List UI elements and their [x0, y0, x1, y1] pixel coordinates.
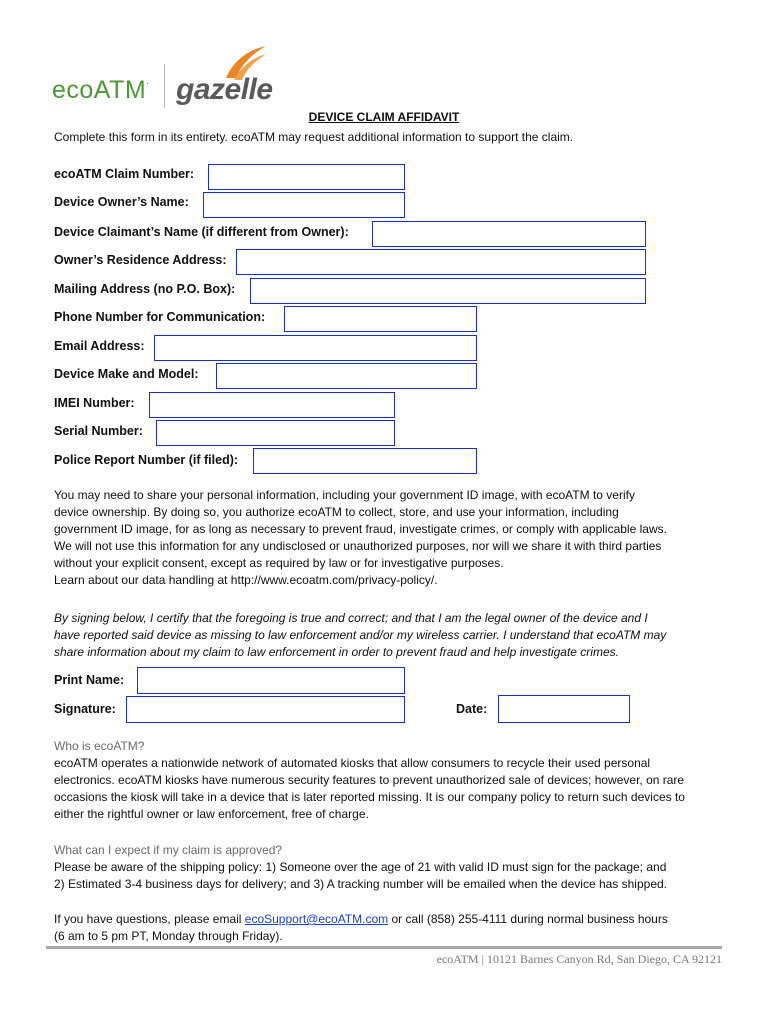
imei-number-field[interactable]: [149, 392, 395, 418]
owner-name-field[interactable]: [203, 192, 405, 218]
privacy-notice: [54, 487, 724, 589]
claimant-name-field[interactable]: [372, 221, 646, 247]
phone-number-label: Phone Number for Communication:: [54, 310, 266, 324]
date-field[interactable]: [498, 695, 630, 723]
privacy-line: device ownership. By doing so, you authorize ecoATM to collect, store, and use your information, including: [54, 505, 619, 519]
mailing-address-label: Mailing Address (no P.O. Box):: [54, 282, 236, 296]
device-make-model-label: Device Make and Model:: [54, 367, 199, 381]
approved-section: [54, 842, 724, 893]
phone-number-field[interactable]: [284, 306, 477, 332]
footer-address: ecoATM | 10121 Barnes Canyon Rd, San Diego, CA 92121: [436, 952, 722, 966]
contact-prefix: If you have questions, please email: [54, 912, 245, 926]
privacy-policy-line: Learn about our data handling at http://www.ecoatm.com/privacy-policy/.: [54, 573, 438, 587]
claim-number-field[interactable]: [208, 164, 405, 190]
imei-number-label: IMEI Number:: [54, 396, 135, 410]
police-report-field[interactable]: [253, 448, 477, 474]
residence-address-label: Owner’s Residence Address:: [54, 253, 227, 267]
privacy-line: without your explicit consent, except as required by law or for investigative purposes.: [54, 556, 504, 570]
email-address-label: Email Address:: [54, 339, 145, 353]
device-make-model-field[interactable]: [216, 363, 477, 389]
privacy-line: We will not use this information for any undisclosed or unauthorized purposes, nor will we share it with third parties: [54, 539, 662, 553]
gazelle-swoosh-icon: [222, 44, 268, 82]
print-name-label: Print Name:: [54, 673, 125, 687]
gazelle-logo: gazelle: [176, 73, 273, 106]
residence-address-field[interactable]: [236, 249, 646, 275]
approved-line: Please be aware of the shipping policy: 1) Someone over the age of 21 with valid ID must sign for the package; and: [54, 860, 667, 874]
police-report-label: Police Report Number (if filed):: [54, 453, 239, 467]
contact-line: [54, 911, 724, 928]
email-address-field[interactable]: [154, 335, 477, 361]
who-line: occasions the kiosk will take in a device that is later reported missing. It is our company policy to return such devices to: [54, 790, 685, 804]
ecoatm-logo-text: ecoATM: [52, 76, 147, 104]
intro-text: Complete this form in its entirety. ecoATM may request additional information to support the claim.: [54, 130, 574, 144]
certification-statement: [54, 610, 724, 661]
ecoatm-logo: [52, 76, 149, 105]
logo-divider: [164, 64, 165, 108]
support-email-link[interactable]: ecoSupport@ecoATM.com: [244, 912, 389, 926]
serial-number-field[interactable]: [156, 420, 395, 446]
certification-line: By signing below, I certify that the foregoing is true and correct; and that I am the legal owner of the device and I: [54, 611, 648, 625]
page-title: DEVICE CLAIM AFFIDAVIT: [308, 110, 460, 124]
signature-field[interactable]: [126, 696, 405, 723]
claimant-name-label: Device Claimant’s Name (if different from Owner):: [54, 225, 349, 239]
contact-section: [54, 911, 724, 945]
owner-name-label: Device Owner’s Name:: [54, 195, 189, 209]
signature-label: Signature:: [54, 702, 116, 716]
claim-number-label: ecoATM Claim Number:: [54, 167, 195, 181]
contact-suffix: or call (858) 255-4111 during normal business hours: [388, 912, 668, 926]
print-name-field[interactable]: [137, 667, 405, 694]
footer-divider: [46, 946, 722, 949]
who-line: electronics. ecoATM kiosks have numerous security features to prevent unauthorized sale of devices; however, on rare: [54, 773, 685, 787]
privacy-line: You may need to share your personal information, including your government ID image, with ecoATM to verify: [54, 488, 635, 502]
certification-line: have reported said device as missing to law enforcement and/or my wireless carrier. I understand that ecoATM may: [54, 628, 667, 642]
date-label: Date:: [456, 702, 488, 716]
contact-hours: (6 am to 5 pm PT, Monday through Friday).: [54, 929, 283, 943]
privacy-line: government ID image, for as long as necessary to prevent fraud, investigate crimes, or comply with applicable laws.: [54, 522, 667, 536]
certification-line: share information about my claim to law enforcement in order to prevent fraud and help investigate crimes.: [54, 645, 619, 659]
who-line: ecoATM operates a nationwide network of automated kiosks that allow consumers to recycle their used personal: [54, 756, 651, 770]
who-section: [54, 738, 724, 823]
ecoatm-logo-mark: .: [146, 76, 150, 86]
approved-line: 2) Estimated 3-4 business days for delivery; and 3) A tracking number will be emailed when the device has shipped.: [54, 877, 667, 891]
serial-number-label: Serial Number:: [54, 424, 143, 438]
who-heading: Who is ecoATM?: [54, 739, 145, 753]
approved-heading: What can I expect if my claim is approved?: [54, 843, 283, 857]
mailing-address-field[interactable]: [250, 278, 646, 304]
who-line: either the rightful owner or law enforcement, free of charge.: [54, 807, 369, 821]
